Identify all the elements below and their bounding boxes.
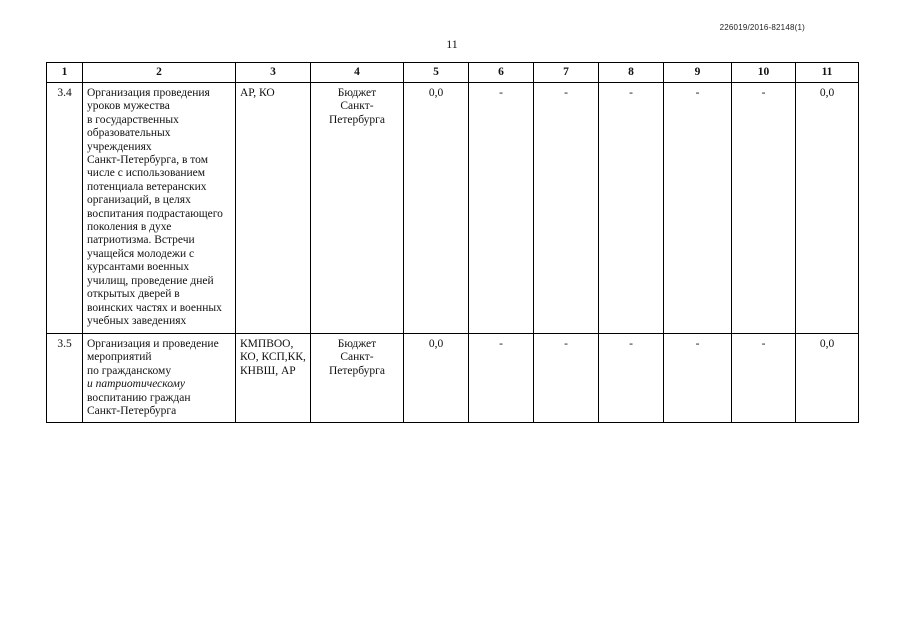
- text-line: воинских частях и военных: [87, 301, 222, 314]
- text-line: Петербурга: [328, 364, 386, 377]
- cell-value-6: -: [469, 334, 534, 423]
- cell-responsible: [236, 83, 311, 334]
- cell-value-9: -: [664, 83, 732, 334]
- header-cell-3: 3: [236, 63, 311, 83]
- header-cell-1: 1: [47, 63, 83, 83]
- registration-number: 226019/2016-82148(1): [719, 23, 805, 32]
- header-cell-7: 7: [534, 63, 599, 83]
- text-line: уроков мужества: [87, 100, 170, 113]
- cell-responsible: [236, 334, 311, 423]
- text-line: Организация и проведение: [87, 338, 219, 350]
- text-line: потенциала ветеранских: [87, 180, 207, 193]
- cell-value-6: -: [469, 83, 534, 334]
- header-cell-8: 8: [599, 63, 664, 83]
- text-line: Бюджет: [337, 338, 377, 350]
- cell-value-7: -: [534, 334, 599, 423]
- cell-value-7: -: [534, 83, 599, 334]
- text-line: КНВШ, АР: [240, 364, 296, 377]
- text-line: Санкт-: [340, 100, 374, 113]
- cell-value-10: -: [732, 334, 796, 423]
- text-line: поколения в духе: [87, 221, 172, 234]
- table-row: [47, 83, 859, 334]
- text-line: воспитания подрастающего: [87, 207, 223, 220]
- cell-value-5: 0,0: [404, 83, 469, 334]
- text-line: и патриотическому: [87, 378, 185, 391]
- header-cell-6: 6: [469, 63, 534, 83]
- text-line: образовательных: [87, 127, 171, 140]
- header-cell-2: 2: [83, 63, 236, 83]
- text-line: АР, КО: [240, 87, 275, 99]
- text-line: Петербурга: [328, 113, 386, 126]
- text-line: Санкт-Петербурга: [87, 405, 177, 418]
- text-line: учреждениях: [87, 140, 152, 153]
- header-cell-5: 5: [404, 63, 469, 83]
- text-line: мероприятий: [87, 351, 152, 364]
- cell-funding-source: [311, 83, 404, 334]
- text-line: числе с использованием: [87, 167, 206, 180]
- text-line: Санкт-: [340, 351, 374, 364]
- text-line: КМПВОО,: [240, 338, 294, 350]
- table-row: [47, 334, 859, 423]
- text-line: открытых дверей в: [87, 288, 180, 301]
- text-line: по гражданскому: [87, 364, 172, 377]
- header-row: [47, 63, 859, 83]
- cell-value-9: -: [664, 334, 732, 423]
- cell-description: [83, 334, 236, 423]
- text-line: Организация проведения: [87, 87, 210, 99]
- header-cell-11: 11: [796, 63, 859, 83]
- header-cell-9: 9: [664, 63, 732, 83]
- cell-value-8: -: [599, 83, 664, 334]
- cell-value-11: 0,0: [796, 83, 859, 334]
- text-line: в государственных: [87, 113, 179, 126]
- text-line: училищ, проведение дней: [87, 274, 214, 287]
- text-line: организаций, в целях: [87, 194, 191, 207]
- text-line: Санкт-Петербурга, в том: [87, 154, 208, 167]
- text-line: курсантами военных: [87, 261, 190, 274]
- cell-number: 3.4: [47, 83, 83, 334]
- text-line: патриотизма. Встречи: [87, 234, 195, 247]
- cell-value-10: -: [732, 83, 796, 334]
- header-cell-4: 4: [311, 63, 404, 83]
- cell-value-11: 0,0: [796, 334, 859, 423]
- data-table: [46, 62, 859, 423]
- cell-value-8: -: [599, 334, 664, 423]
- header-cell-10: 10: [732, 63, 796, 83]
- cell-value-5: 0,0: [404, 334, 469, 423]
- cell-number: 3.5: [47, 334, 83, 423]
- text-line: КО, КСП,КК,: [240, 351, 306, 364]
- text-line: воспитанию граждан: [87, 391, 191, 404]
- page-number: 11: [446, 37, 458, 51]
- text-line: учащейся молодежи с: [87, 247, 195, 260]
- cell-description: [83, 83, 236, 334]
- text-line: Бюджет: [337, 87, 377, 99]
- cell-funding-source: [311, 334, 404, 423]
- text-line: учебных заведениях: [87, 314, 187, 327]
